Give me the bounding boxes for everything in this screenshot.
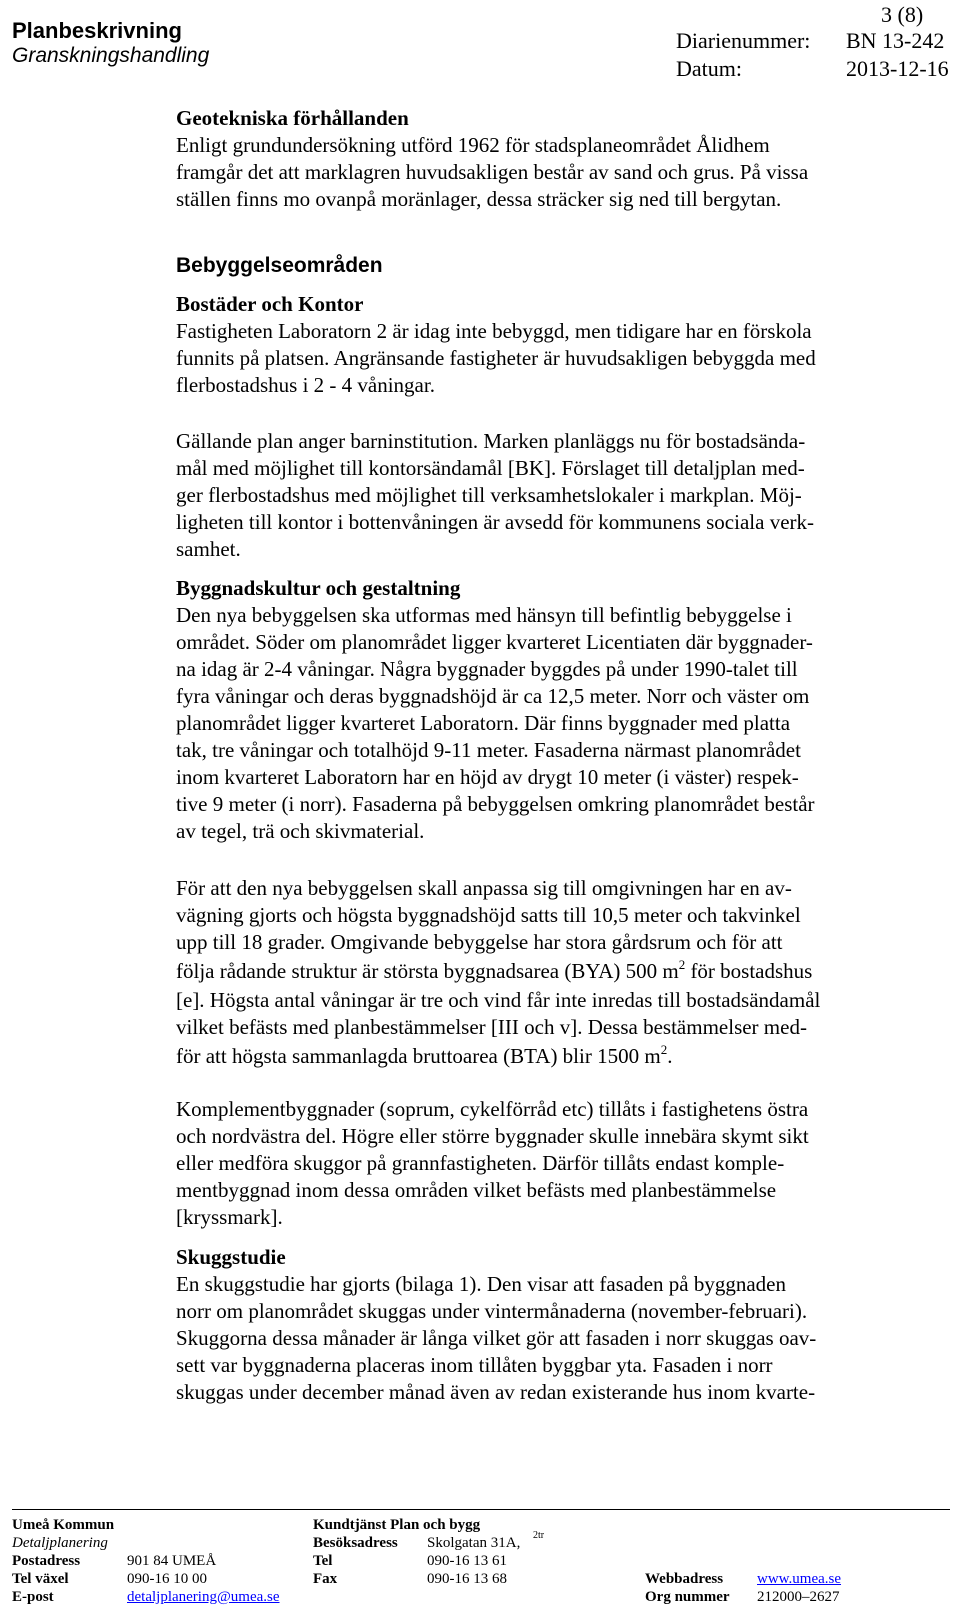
paragraph-line: eller medföra skuggor på grannfastigheten. Därför tillåts endast komple-	[176, 1151, 785, 1175]
paragraph-line: planområdet ligger kvarteret Laboratorn. Där finns byggnader med platta	[176, 711, 791, 735]
footer-org: Umeå Kommun	[12, 1517, 115, 1533]
footer-orgnummer-label: Org nummer	[645, 1589, 730, 1605]
text-run: följa rådande struktur är största byggnadsarea (BYA) 500 m	[176, 959, 679, 983]
footer-postadress-label: Postadress	[12, 1553, 81, 1569]
footer-webbadress-link[interactable]: www.umea.se	[757, 1571, 842, 1587]
paragraph-line: norr om planområdet skuggas under vintermånaderna (november-februari).	[176, 1299, 808, 1323]
footer-postadress-value: 901 84 UMEÅ	[127, 1553, 217, 1569]
footer-tel-label: Tel	[313, 1553, 333, 1569]
paragraph-line: [e]. Högsta antal våningar är tre och vind får inte inredas till bostadsändamål	[176, 988, 821, 1012]
datum-label: Datum:	[676, 56, 742, 81]
paragraph-line: ligheten till kontor i bottenvåningen är avsedd för kommunens sociala verk-	[176, 510, 814, 534]
footer-besoksadress-value: Skolgatan 31A,	[427, 1535, 521, 1551]
footer-dept: Detaljplanering	[12, 1535, 108, 1551]
paragraph-line: För att den nya bebyggelsen skall anpassa sig till omgivningen har en av-	[176, 876, 792, 900]
diarienummer-value: BN 13-242	[846, 28, 945, 53]
footer-divider	[12, 1509, 950, 1510]
paragraph-line: mål med möjlighet till kontorsändamål [BK]. Förslaget till detaljplan med-	[176, 456, 805, 480]
paragraph-line: samhet.	[176, 537, 241, 561]
paragraph-line: Komplementbyggnader (soprum, cykelförråd etc) tillåts i fastighetens östra	[176, 1097, 809, 1121]
footer-webbadress-label: Webbadress	[645, 1571, 724, 1587]
paragraph-line: [kryssmark].	[176, 1205, 283, 1229]
footer-telvaxel-value: 090-16 10 00	[127, 1571, 207, 1587]
footer-orgnummer-value: 212000–2627	[757, 1589, 840, 1605]
subheading-bostader-kontor: Bostäder och Kontor	[176, 292, 364, 316]
paragraph-line: sett var byggnaderna placeras inom tillåten byggbar yta. Fasaden i norr	[176, 1353, 773, 1377]
paragraph-line: tak, tre våningar och totalhöjd 9-11 meter. Fasaderna närmast planområdet	[176, 738, 801, 762]
paragraph-line: av tegel, trä och skivmaterial.	[176, 819, 425, 843]
footer-fax-value: 090-16 13 68	[427, 1571, 507, 1587]
diarienummer-label: Diarienummer:	[676, 28, 811, 53]
paragraph-line: mentbyggnad inom dessa områden vilket befästs med planbestämmelse	[176, 1178, 777, 1202]
document-subtitle: Granskningshandling	[12, 44, 210, 67]
superscript: 2	[678, 957, 686, 972]
text-run: för bostadshus	[685, 959, 813, 983]
paragraph-line: Den nya bebyggelsen ska utformas med hänsyn till befintlig bebyggelse i	[176, 603, 792, 627]
paragraph-line	[176, 959, 812, 984]
footer-tel-value: 090-16 13 61	[427, 1553, 507, 1569]
paragraph-line: flerbostadshus i 2 - 4 våningar.	[176, 373, 435, 397]
paragraph-line: ställen finns mo ovanpå moränlager, dessa sträcker sig ned till bergytan.	[176, 187, 782, 211]
paragraph-line: området. Söder om planområdet ligger kvarteret Licentiaten där byggnader-	[176, 630, 813, 654]
document-title: Planbeskrivning	[12, 18, 182, 43]
paragraph-line: Enligt grundundersökning utförd 1962 för stadsplaneområdet Ålidhem	[176, 133, 770, 157]
paragraph-line: En skuggstudie har gjorts (bilaga 1). Den visar att fasaden på byggnaden	[176, 1272, 786, 1296]
footer-besoksadress-label: Besöksadress	[313, 1535, 398, 1551]
paragraph-line: vägning gjorts och högsta byggnadshöjd satts till 10,5 meter och takvinkel	[176, 903, 801, 927]
paragraph-line: och nordvästra del. Högre eller större byggnader skulle innebära skymt sikt	[176, 1124, 809, 1148]
paragraph-line: Skuggorna dessa månader är långa vilket gör att fasaden i norr skuggas oav-	[176, 1326, 817, 1350]
paragraph-line: Fastigheten Laboratorn 2 är idag inte bebyggd, men tidigare har en förskola	[176, 319, 812, 343]
footer-kundtjanst: Kundtjänst Plan och bygg	[313, 1517, 481, 1533]
footer-epost-label: E-post	[12, 1589, 54, 1605]
text-run: .	[667, 1044, 673, 1068]
paragraph-line: framgår det att marklagren huvudsakligen består av sand och grus. På vissa	[176, 160, 809, 184]
paragraph-line: na idag är 2-4 våningar. Några byggnader byggdes på under 1990-talet till	[176, 657, 798, 681]
paragraph-line: vilket befästs med planbestämmelser [III och v]. Dessa bestämmelser med-	[176, 1015, 807, 1039]
footer-telvaxel-label: Tel växel	[12, 1571, 69, 1587]
paragraph-line: upp till 18 grader. Omgivande bebyggelse har stora gårdsrum och för att	[176, 930, 783, 954]
superscript: 2	[660, 1042, 668, 1057]
datum-value: 2013-12-16	[846, 56, 949, 81]
footer-besoksadress-sup: 2tr	[533, 1530, 545, 1541]
paragraph-line: inom kvarteret Laboratorn har en höjd av drygt 10 meter (i väster) respek-	[176, 765, 799, 789]
paragraph-line: fyra våningar och deras byggnadshöjd är ca 12,5 meter. Norr och väster om	[176, 684, 810, 708]
footer-fax-label: Fax	[313, 1571, 338, 1587]
section-heading-geotekniska: Geotekniska förhållanden	[176, 106, 409, 130]
page-number: 3 (8)	[881, 2, 924, 27]
paragraph-line: tive 9 meter (i norr). Fasaderna på bebyggelsen omkring planområdet består	[176, 792, 815, 816]
paragraph-line: ger flerbostadshus med möjlighet till verksamhetslokaler i markplan. Möj-	[176, 483, 802, 507]
paragraph-line: Gällande plan anger barninstitution. Marken planläggs nu för bostadsända-	[176, 429, 806, 453]
subheading-byggnadskultur: Byggnadskultur och gestaltning	[176, 576, 461, 600]
subheading-skuggstudie: Skuggstudie	[176, 1245, 286, 1269]
paragraph-line	[176, 1044, 672, 1069]
section-heading-bebyggelseomraden: Bebyggelseområden	[176, 254, 383, 277]
text-run: för att högsta sammanlagda bruttoarea (BTA) blir 1500 m	[176, 1044, 661, 1068]
footer-epost-link[interactable]: detaljplanering@umea.se	[127, 1589, 280, 1605]
paragraph-line: funnits på platsen. Angränsande fastigheter är huvudsakligen bebyggda med	[176, 346, 816, 370]
paragraph-line: skuggas under december månad även av redan existerande hus inom kvarte-	[176, 1380, 816, 1404]
